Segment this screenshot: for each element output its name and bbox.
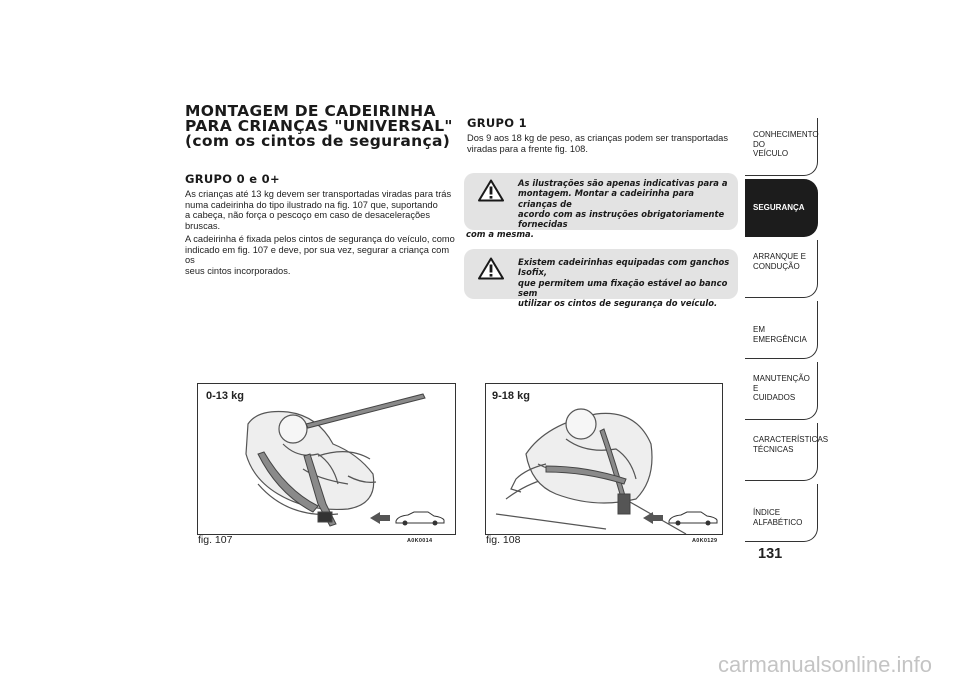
watermark: carmanualsonline.info — [717, 652, 932, 677]
title-line: (com os cintos de segurança) — [185, 132, 451, 150]
group1-paragraph-1 — [467, 133, 737, 154]
text-line: Existem cadeirinhas equipadas com ganchos Isofix, — [518, 257, 730, 278]
sidebar-item-emergencia[interactable] — [745, 301, 818, 359]
figure-weight-label: 9-18 kg — [492, 390, 530, 402]
title-line: MONTAGEM DE CADEIRINHA — [185, 102, 436, 120]
sidebar-item-label — [753, 374, 817, 403]
figure-caption: fig. 107 — [198, 534, 233, 546]
sidebar-item-label — [753, 325, 817, 344]
text-line: EM EMERGÊNCIA — [753, 325, 807, 344]
text-line: a cabeça, não força o pescoço em caso de desacelerações bruscas. — [185, 210, 430, 231]
warning-box — [464, 173, 738, 240]
figure-107 — [197, 383, 456, 535]
sidebar-item-label — [753, 203, 817, 213]
sidebar-item-caracteristicas[interactable] — [745, 423, 829, 481]
group0-paragraph-1 — [185, 189, 455, 231]
sidebar-item-label — [753, 435, 829, 454]
warning-triangle-icon — [478, 179, 504, 202]
sidebar-item-indice[interactable] — [745, 484, 818, 542]
text-line: com a mesma. — [466, 229, 534, 240]
group0-heading: GRUPO 0 e 0+ — [185, 172, 280, 186]
text-line: numa cadeirinha do tipo ilustrado na fig. 107 que, suportando — [185, 199, 438, 210]
sidebar-item-label — [753, 130, 817, 159]
page-number: 131 — [758, 546, 783, 562]
text-line: As crianças até 13 kg devem ser transportadas viradas para trás — [185, 189, 452, 199]
text-line: Dos 9 aos 18 kg de peso, as crianças podem ser transportadas — [467, 133, 728, 143]
figure-108 — [485, 383, 723, 535]
text-line: CARACTERÍSTICAS — [753, 435, 829, 444]
warning-box — [464, 249, 738, 309]
text-line: TÉCNICAS — [753, 444, 794, 454]
sidebar-item-seguranca[interactable] — [745, 179, 818, 237]
text-line: ÍNDICE ALFABÉTICO — [753, 508, 803, 527]
text-line: CONDUÇÃO — [753, 261, 800, 271]
text-line: As ilustrações são apenas indicativas para a — [518, 178, 728, 188]
text-line: VEÍCULO — [753, 149, 789, 158]
figure-code: A0K0014 — [407, 538, 433, 544]
warning-text — [518, 257, 734, 308]
car-direction-icon — [641, 508, 721, 528]
text-line: SEGURANÇA — [753, 203, 805, 212]
text-line: ARRANQUE E — [753, 252, 806, 261]
group1-heading: GRUPO 1 — [467, 116, 527, 130]
text-line: utilizar os cintos de segurança do veículo. — [518, 298, 718, 309]
text-line: que permitem uma fixação estável ao banco sem — [518, 277, 728, 298]
text-line: CONHECIMENTO DO — [753, 130, 819, 149]
text-line: montagem. Montar a cadeirinha para crianças de — [518, 188, 694, 209]
sidebar-item-manutencao[interactable] — [745, 362, 818, 420]
sidebar-item-arranque[interactable] — [745, 240, 818, 298]
figure-code: A0K0129 — [692, 538, 718, 544]
text-line: A cadeirinha é fixada pelos cintos de segurança do veículo, como — [185, 234, 455, 244]
page-title — [185, 104, 455, 149]
sidebar-item-label — [753, 252, 817, 271]
warning-text — [466, 178, 734, 240]
figure-weight-label: 0-13 kg — [206, 390, 244, 402]
sidebar-item-conhecimento[interactable] — [745, 118, 818, 176]
text-line: indicado em fig. 107 e deve, por sua vez, segurar a criança com os — [185, 244, 450, 266]
sidebar-item-label — [753, 508, 817, 527]
text-line: CUIDADOS — [753, 393, 796, 402]
text-line: MANUTENÇÃO E — [753, 374, 810, 393]
title-line: PARA CRIANÇAS "UNIVERSAL" — [185, 117, 453, 135]
group0-paragraph-2 — [185, 234, 455, 276]
car-direction-icon — [368, 508, 448, 528]
text-line: viradas para a frente fig. 108. — [467, 143, 588, 154]
figure-caption: fig. 108 — [486, 534, 521, 546]
warning-triangle-icon — [478, 257, 504, 280]
text-line: acordo com as instruções obrigatoriamente fornecidas — [518, 208, 725, 230]
text-line: seus cintos incorporados. — [185, 265, 291, 276]
